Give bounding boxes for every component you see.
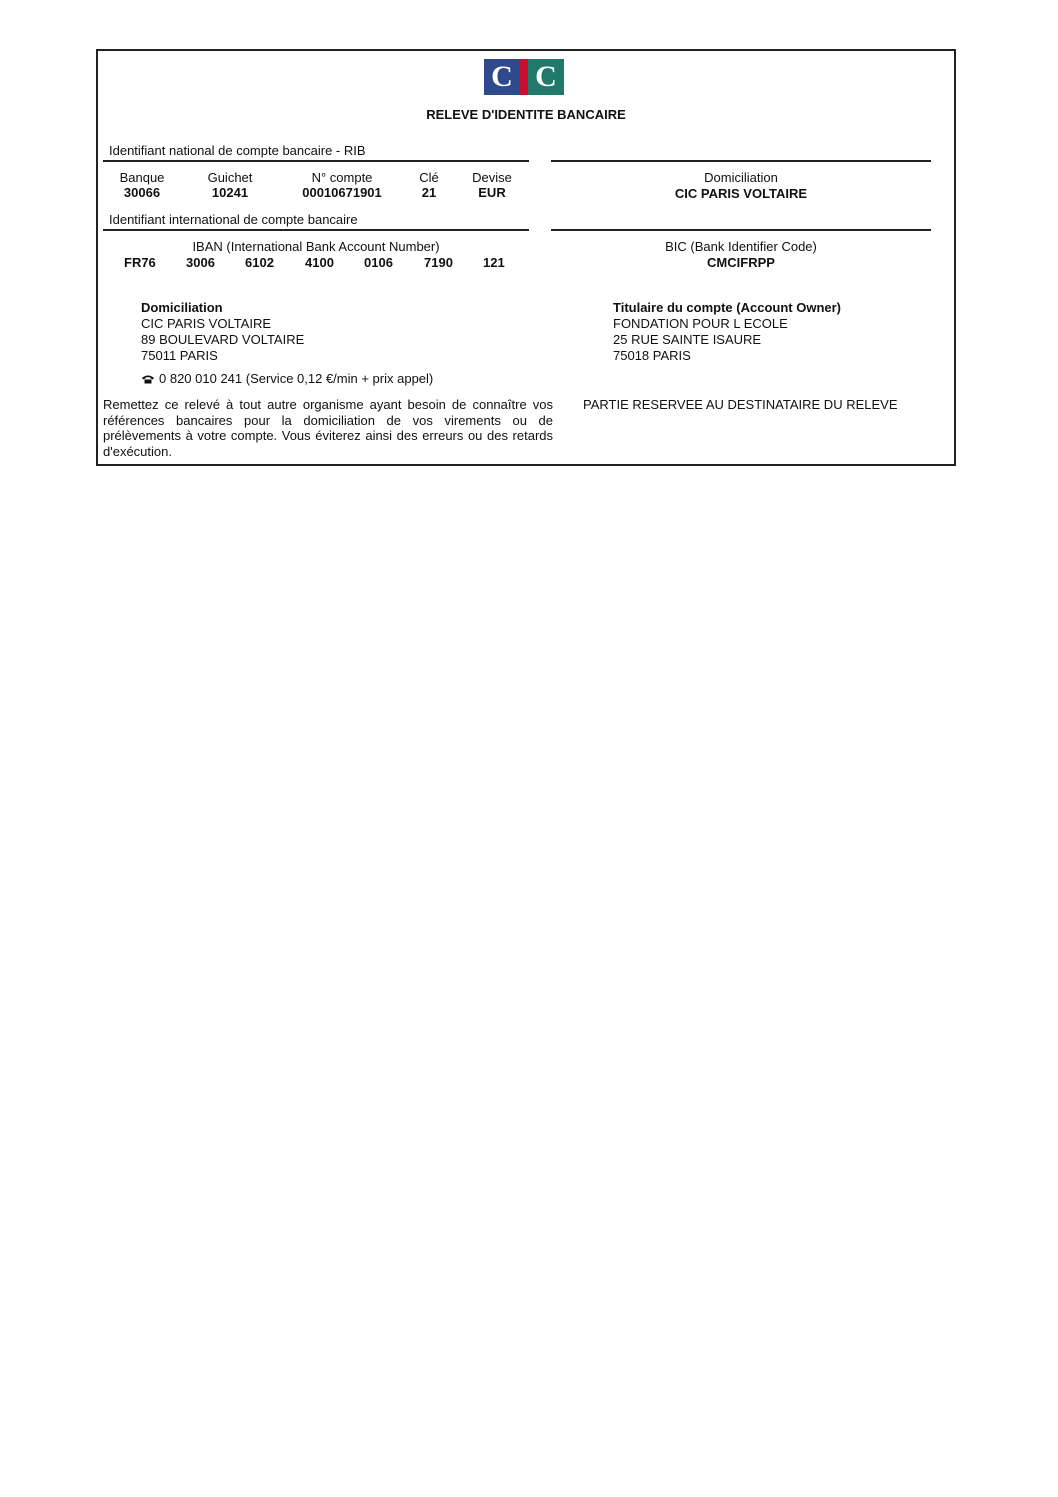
domiciliation-line: 75011 PARIS (141, 348, 218, 363)
iban-group: 4100 (305, 255, 334, 270)
iban-group: 7190 (424, 255, 453, 270)
document-title: RELEVE D'IDENTITE BANCAIRE (426, 107, 626, 122)
owner-line: FONDATION POUR L ECOLE (613, 316, 788, 331)
owner-line: 25 RUE SAINTE ISAURE (613, 332, 762, 347)
rib-value: EUR (478, 185, 506, 200)
cic-logo (484, 59, 564, 95)
rib-col-compte (292, 170, 392, 200)
iban-section-label: Identifiant international de compte bancaire (109, 212, 358, 227)
rib-value: 10241 (211, 185, 249, 200)
phone-icon (141, 374, 155, 384)
rib-header: N° compte (311, 170, 373, 185)
rib-value: 00010671901 (302, 185, 382, 200)
logo-c-left: C (484, 59, 520, 95)
phone-text: 0 820 010 241 (Service 0,12 €/min + prix appel) (159, 371, 434, 386)
domiciliation-box-value: CIC PARIS VOLTAIRE (674, 186, 808, 201)
divider (551, 160, 931, 162)
owner-line: 75018 PARIS (613, 348, 691, 363)
reserved-label: PARTIE RESERVEE AU DESTINATAIRE DU RELEVE (583, 397, 898, 412)
iban-group: 0106 (364, 255, 393, 270)
phone-line (141, 371, 433, 386)
iban-group: FR76 (124, 255, 156, 270)
divider (103, 160, 529, 162)
domiciliation-heading: Domiciliation (141, 300, 223, 315)
rib-col-guichet (200, 170, 260, 200)
rib-header: Guichet (207, 170, 253, 185)
rib-col-cle (409, 170, 449, 200)
rib-col-banque (112, 170, 172, 200)
domiciliation-line: CIC PARIS VOLTAIRE (141, 316, 272, 331)
rib-label: Identifiant national de compte bancaire - RIB (109, 143, 366, 158)
rib-value: 21 (421, 185, 437, 200)
divider (103, 229, 529, 231)
iban-group: 6102 (245, 255, 274, 270)
domiciliation-line: 89 BOULEVARD VOLTAIRE (141, 332, 305, 347)
iban-group: 3006 (186, 255, 215, 270)
domiciliation-box-label: Domiciliation (704, 170, 778, 185)
rib-document (96, 49, 956, 466)
logo-c-right: C (528, 59, 564, 95)
notice-text: Remettez ce relevé à tout autre organisme ayant besoin de connaître vos références bancaires pour la domiciliation de vos virements ou de prélèvements à votre compte. Vous éviterez ainsi des erreurs ou des retards d'exécution. (103, 397, 553, 459)
owner-heading: Titulaire du compte (Account Owner) (613, 300, 842, 315)
iban-label: IBAN (International Bank Account Number) (192, 239, 440, 254)
iban-group: 121 (483, 255, 505, 270)
bic-value: CMCIFRPP (707, 255, 775, 270)
divider (551, 229, 931, 231)
rib-header: Banque (119, 170, 165, 185)
logo-bar (520, 59, 528, 95)
rib-col-devise (462, 170, 522, 200)
rib-header: Clé (419, 170, 439, 185)
rib-header: Devise (472, 170, 512, 185)
bic-label: BIC (Bank Identifier Code) (665, 239, 817, 254)
rib-value: 30066 (123, 185, 161, 200)
